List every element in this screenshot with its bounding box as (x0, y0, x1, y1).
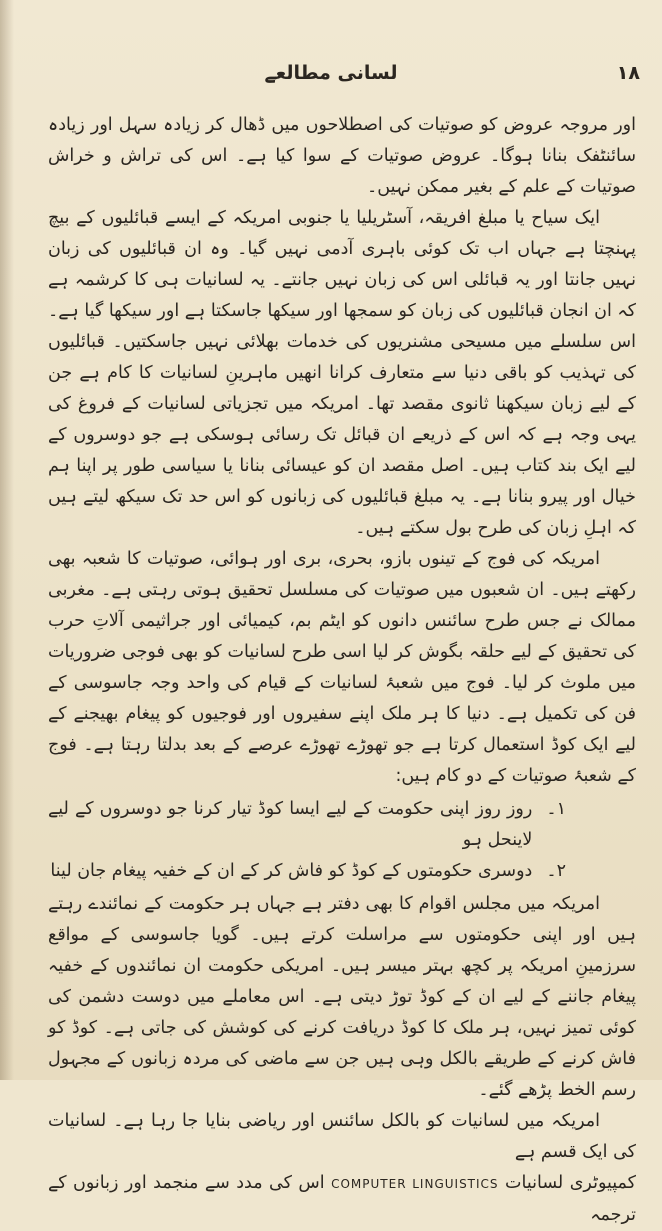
paragraph-1: اور مروجہ عروض کو صوتیات کی اصطلاحوں میں ڈھال کر زیادہ سہل اور زیادہ سائنٹفک بنانا ہوگا۔ عروض صوتیات کے سوا کیا ہے۔ اس کی تراش و خراش صوتیات کے علم کے بغیر ممکن نہیں۔ (48, 115, 636, 197)
last-line (48, 1168, 636, 1231)
binding-shadow (0, 0, 14, 1080)
last-line-before: کمپیوٹری لسانیات (505, 1173, 636, 1193)
numbered-list (48, 794, 636, 887)
running-head: لسانی مطالعے (264, 62, 398, 84)
list-text: دوسری حکومتوں کے کوڈ کو فاش کر کے ان کے خفیہ پیغام جان لینا (50, 861, 533, 881)
list-number: ۱۔ (546, 799, 566, 819)
list-item (48, 794, 566, 856)
paragraph-2: ایک سیاح یا مبلغ افریقہ، آسٹریلیا یا جنوبی امریکہ کے ایسے قبائلیوں کے بیچ پہنچتا ہے جہاں اب تک کوئی باہری آدمی نہیں گیا۔ وہ ان قبائلیوں کی زبان نہیں جانتا اور یہ قبائلی اس کی زبان نہیں جانتے۔ یہ لسانیات ہی کا کرشمہ ہے کہ ان انجان قبائلیوں کی زبان کو سمجھا اور سیکھا جاسکتا ہے اور سیکھا گیا ہے۔ اس سلسلے میں مسیحی مشنریوں کی خدمات بھلائی نہیں جاسکتیں۔ قبائلیوں کی تہذیب کو باقی دنیا سے متعارف کرانا انھیں ماہرینِ لسانیات کا کام ہے جن کے لیے زبان سیکھنا ثانوی مقصد تھا۔ امریکہ میں تجزیاتی لسانیات کے فروغ کی یہی وجہ ہے کہ اس کے ذریعے ان قبائل تک رسائی ہوسکی ہے جو دوسروں کے لیے ایک بند کتاب ہیں۔ اصل مقصد ان کو عیسائی بنانا یا سیاسی طور پر اپنا ہم خیال اور پیرو بنانا ہے۔ یہ مبلغ قبائلیوں کی زبانوں کو اس حد تک سیکھ لیتے ہیں کہ اہلِ زبان کی طرح بول سکتے ہیں۔ (48, 208, 636, 538)
paragraph-4: امریکہ میں مجلس اقوام کا بھی دفتر ہے جہاں ہر حکومت کے نمائندے رہتے ہیں اور اپنی حکومتوں سے مراسلت کرتے ہیں۔ گویا جاسوسی کے مواقع سرزمینِ امریکہ پر کچھ بہتر میسر ہیں۔ امریکی حکومت ان نمائندوں کے خفیہ پیغام جاننے کے لیے ان کے کوڈ توڑ دیتی ہے۔ اس معاملے میں دوست دشمن کی کوئی تمیز نہیں، ہر ملک کا کوڈ دریافت کرنے کی کوشش کی جاتی ہے۔ کوڈ کو فاش کرنے کے طریقے بالکل وہی ہیں جن سے ماضی کی مردہ زبانوں کے مجہول رسم الخط پڑھے گئے۔ (48, 894, 636, 1100)
paragraph-5: امریکہ میں لسانیات کو بالکل سائنس اور ریاضی بنایا جا رہا ہے۔ لسانیات کی ایک قسم ہے (48, 1111, 636, 1162)
page-number: ۱۸ (616, 62, 640, 84)
list-text: روز روز اپنی حکومت کے لیے ایسا کوڈ تیار کرنا جو دوسروں کے لیے لاینحل ہو (48, 799, 533, 850)
last-line-after: اس کی مدد سے منجمد اور زبانوں کے ترجمہ (48, 1173, 636, 1225)
paragraph-3: امریکہ کی فوج کے تینوں بازو، بحری، بری اور ہوائی، صوتیات کا شعبہ بھی رکھتے ہیں۔ ان شعبوں میں صوتیات کی مسلسل تحقیق ہوتی رہتی ہے۔ مغربی ممالک نے جس طرح سائنس دانوں کو ایٹم بم، کیمیائی اور جراثیمی آلاتِ حرب کی تحقیق کے لیے حلقہ بگوش کر لیا اسی طرح لسانیات کو بھی فوجی ضروریات میں ملوث کر لیا۔ فوج میں شعبۂ لسانیات کے قیام کی واحد وجہ جاسوسی کے فن کی تکمیل ہے۔ دنیا کا ہر ملک اپنے سفیروں اور فوجیوں کو پیغام بھیجنے کے لیے ایک کوڈ استعمال کرتا ہے جو تھوڑے تھوڑے عرصے کے بعد بدلتا رہتا ہے۔ فوج کے شعبۂ صوتیات کے دو کام ہیں: (48, 549, 636, 786)
body-text (48, 110, 636, 1231)
latin-term: COMPUTER LINGUISTICS (331, 1177, 499, 1191)
list-number: ۲۔ (546, 861, 566, 881)
list-item (48, 856, 566, 887)
